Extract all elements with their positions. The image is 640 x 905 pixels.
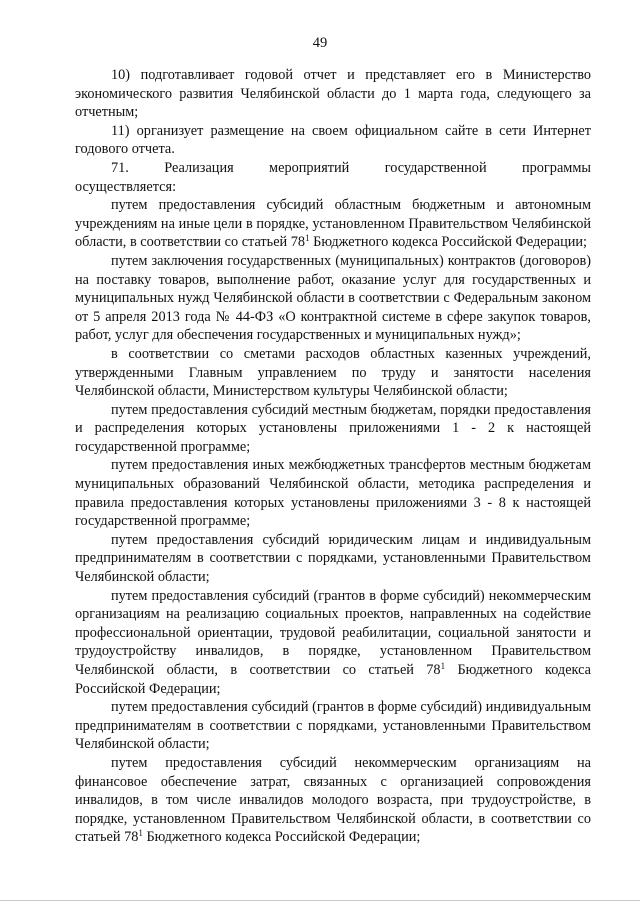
paragraph-reporting-duty: 10) подготавливает годовой отчет и представляет его в Министерство экономического развития Челябинской области до 1 марта года, следующего за отчетным; <box>75 67 591 121</box>
paragraph-cost-estimates: в соответствии со сметами расходов областных казенных учреждений, утвержденными Главным управлением по труду и занятости населения Челябинской области, Министерством культуры Челябинской области; <box>75 345 591 400</box>
scan-edge-line <box>0 900 640 901</box>
paragraph-entrepreneur-grants: путем предоставления субсидий (грантов в форме субсидий) индивидуальным предпринимателям в соответствии с порядками, установленными Правительством Челябинской области; <box>75 699 591 753</box>
footnote-superscript: 1 <box>138 828 143 839</box>
paragraph-legal-entity-subsidies: путем предоставления субсидий юридическим лицам и индивидуальным предпринимателям в соответствии с порядками, установленными Правительством Челябинской области; <box>75 531 591 586</box>
paragraph-website-publication: 11) организует размещение на своем официальном сайте в сети Интернет годового отчета. <box>75 122 591 158</box>
paragraph-section-71: 71. Реализация мероприятий государственной программы осуществляется: <box>75 159 591 195</box>
footnote-superscript: 1 <box>305 233 310 244</box>
paragraph-interbudget-transfers: путем предоставления иных межбюджетных трансфертов местным бюджетам муниципальных образований Челябинской области, методика распределения и правила предоставления которых установлены приложениями 3 - 8 к настоящей государственной программе; <box>75 457 591 530</box>
document-body <box>75 66 591 847</box>
paragraph-local-budget-subsidies: путем предоставления субсидий местным бюджетам, порядки предоставления и распределения которых установлены приложениями 1 - 2 к настоящей государственной программе; <box>75 401 591 455</box>
paragraph-subsidies-institutions: путем предоставления субсидий областным бюджетным и автономным учреждениям на иные цели в порядке, установленном Правительством Челябинской области, в соответствии со статьей $78^1$ Бюджетного кодекса Российской Федерации; <box>75 197 591 251</box>
paragraph-state-contracts: путем заключения государственных (муниципальных) контрактов (договоров) на поставку товаров, выполнение работ, оказание услуг для государственных и муниципальных нужд Челябинской области в соответствии с Федеральным законом от 5 апреля 2013 года № 44-ФЗ «О контрактной системе в сфере закупок товаров, работ, услуг для обеспечения государственных и муниципальных нужд»; <box>75 252 591 344</box>
page-number: 49 <box>312 35 328 51</box>
footnote-superscript: 1 <box>440 661 446 671</box>
paragraph-nonprofit-grants: путем предоставления субсидий (грантов в форме субсидий) некоммерческим организациям на реализацию социальных проектов, направленных на содействие профессиональной ориентации, трудовой реабилитации, социальной занятости и трудоустройству инвалидов, в порядке, установленном Правительством Челябинской области, в соответствии со статьей $78^1$ Бюджетного кодекса Российской Федерации; <box>75 587 592 697</box>
paragraph-disability-support-subsidies: путем предоставления субсидий некоммерческим организациям на финансовое обеспечение затрат, связанных с организацией сопровождения инвалидов, в том числе инвалидов молодого возраста, при трудоустройстве, в порядке, установленном Правительством Челябинской области, в соответствии со статьей $78^1$ Бюджетного кодекса Российской Федерации; <box>75 754 591 846</box>
